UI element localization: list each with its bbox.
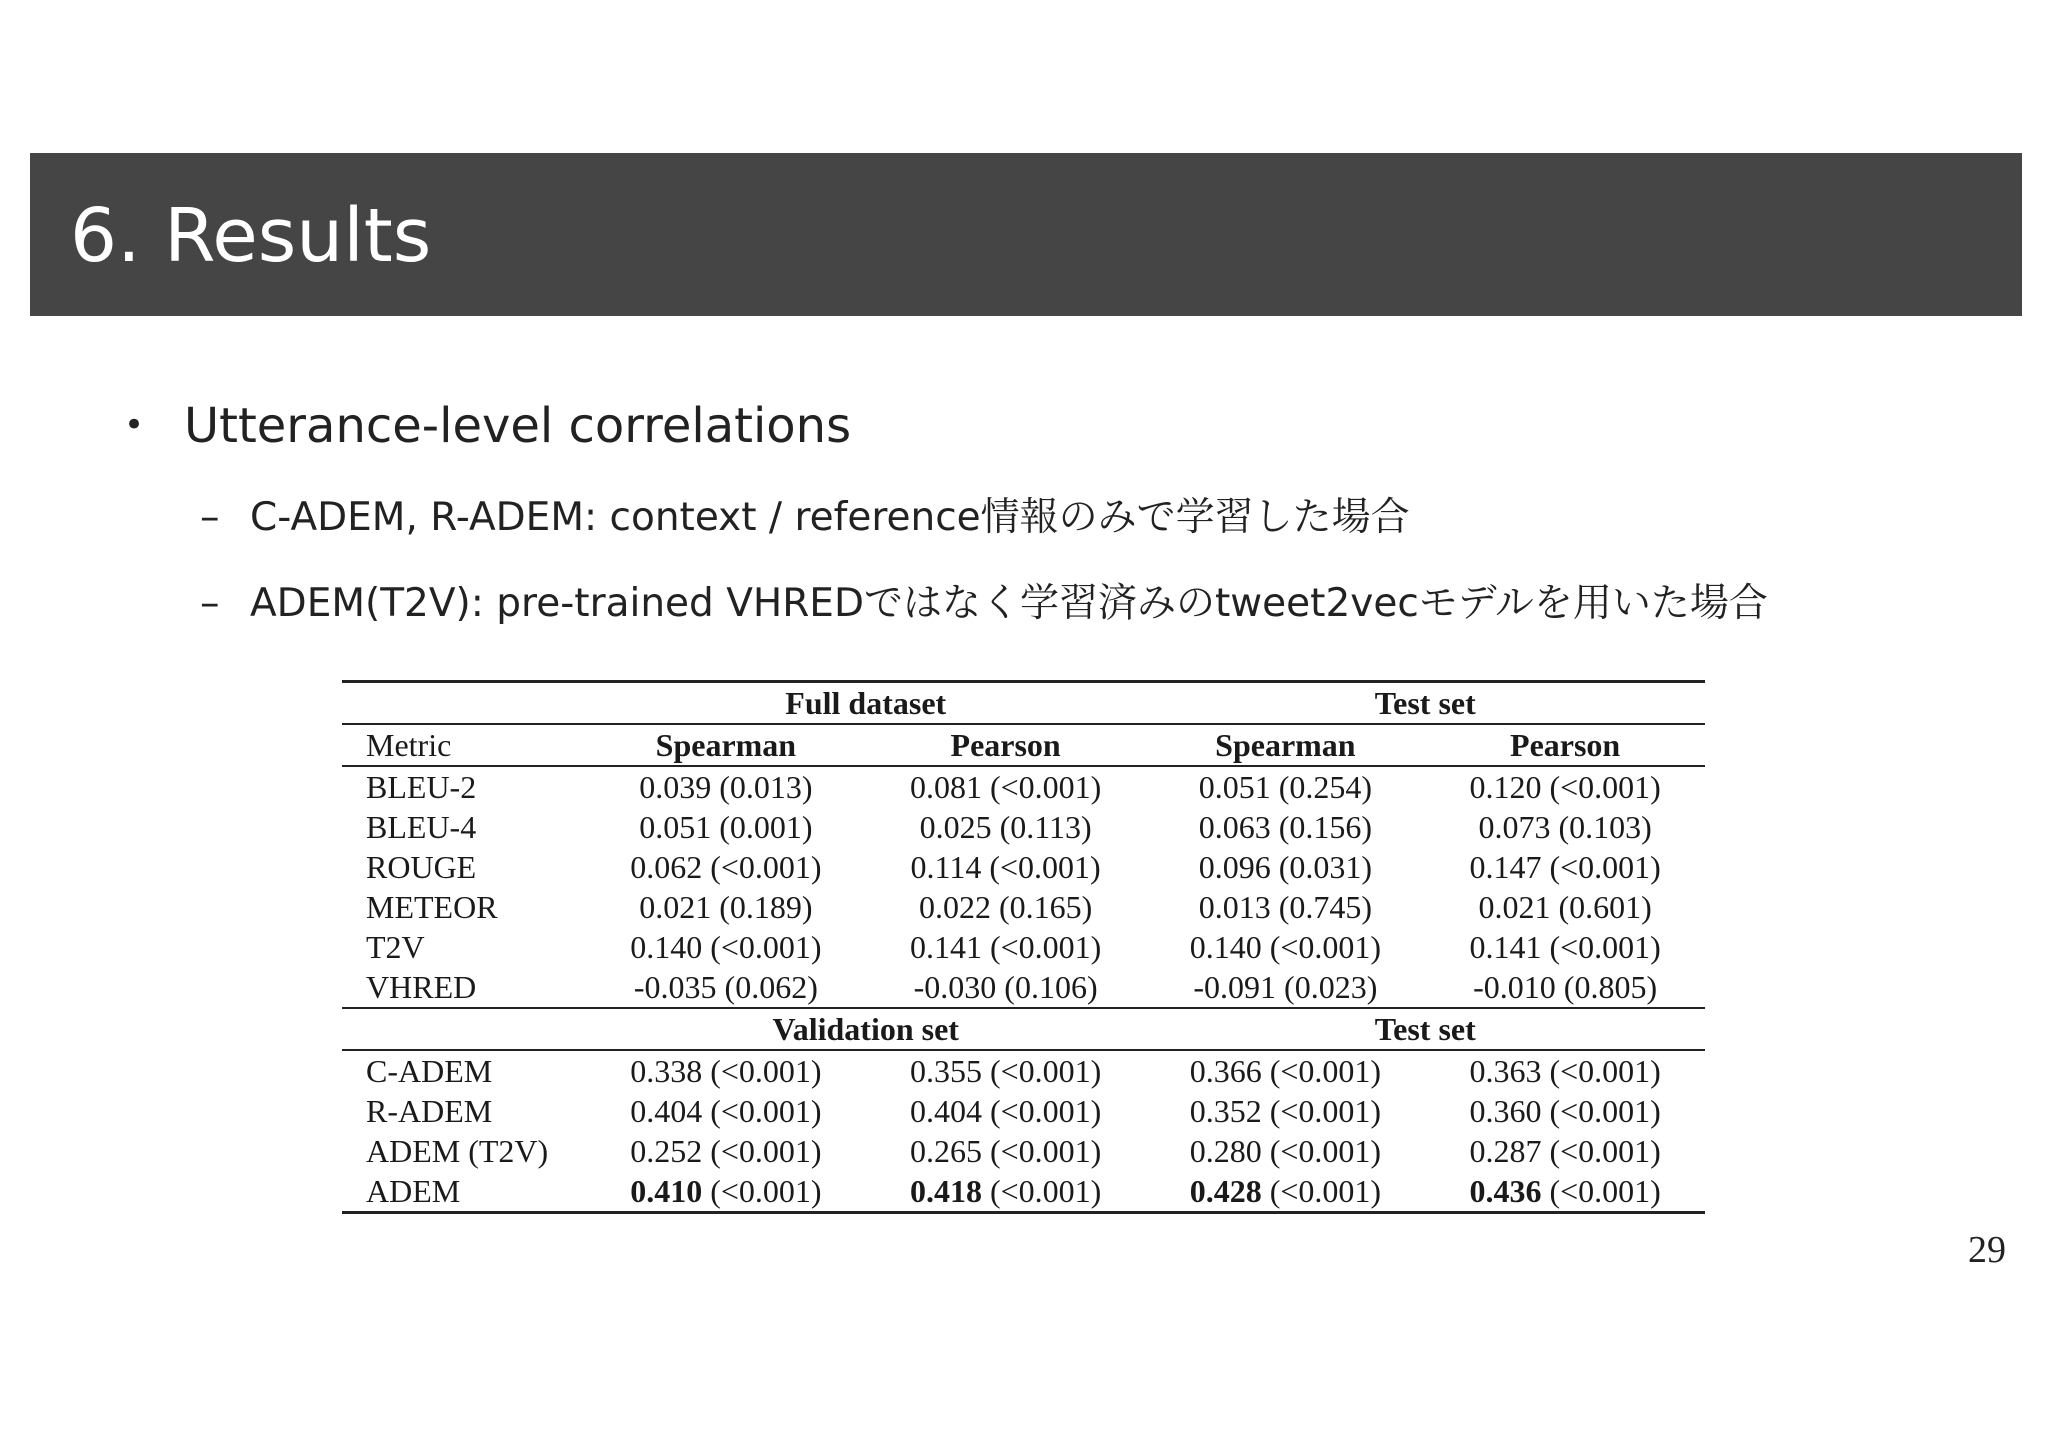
metric-header: Metric	[342, 724, 586, 766]
table-cell: 0.363 (<0.001)	[1425, 1050, 1705, 1091]
table-cell: 0.062 (<0.001)	[630, 849, 822, 885]
table-cell: 0.140 (<0.001)	[1189, 929, 1382, 965]
table-cell: 0.338 (<0.001)	[586, 1050, 866, 1091]
table-cell	[866, 1171, 1146, 1213]
table-cell: 0.404 (<0.001)	[630, 1093, 822, 1129]
table-cell: 0.252 (<0.001)	[630, 1133, 822, 1169]
metric-name: VHRED	[366, 969, 477, 1005]
best-value: 0.418	[909, 1173, 982, 1209]
metric-name: ADEM (T2V)	[366, 1133, 549, 1169]
table-cell	[586, 1171, 866, 1213]
table-row	[342, 807, 1705, 847]
table-cell: 0.360 (<0.001)	[1469, 1093, 1661, 1129]
metric-name: METEOR	[366, 889, 498, 925]
table-cell: 0.021 (0.601)	[1478, 889, 1652, 925]
sub-bullet-text: C-ADEM, R-ADEM: context / reference情報のみで学習した場合	[250, 495, 1410, 540]
group-header-row	[342, 682, 1705, 725]
table-cell	[1146, 1171, 1426, 1213]
col-header-pearson: Pearson	[866, 724, 1146, 766]
best-value: 0.436	[1469, 1173, 1542, 1209]
table-cell: 0.051 (0.001)	[639, 809, 813, 845]
best-value: 0.428	[1189, 1173, 1262, 1209]
table-cell: 0.120 (<0.001)	[1425, 766, 1705, 807]
group-header-test-set: Test set	[1146, 682, 1706, 725]
metric-name: BLEU-2	[342, 766, 586, 807]
table-cell: 0.081 (<0.001)	[866, 766, 1146, 807]
table-cell: 0.021 (0.189)	[639, 889, 813, 925]
table-cell: -0.091 (0.023)	[1193, 969, 1378, 1005]
bullet-utterance-level	[124, 396, 851, 455]
p-value: (<0.001)	[1269, 1173, 1382, 1209]
p-value: (<0.001)	[1549, 1173, 1661, 1209]
metric-name: T2V	[366, 929, 425, 965]
table-cell: 0.147 (<0.001)	[1469, 849, 1661, 885]
table-cell: 0.366 (<0.001)	[1146, 1050, 1426, 1091]
table-cell: 0.025 (0.113)	[919, 809, 1092, 845]
table-row	[342, 1050, 1705, 1091]
table-row	[342, 927, 1705, 967]
col-header-pearson: Pearson	[1425, 724, 1705, 766]
table-row	[342, 887, 1705, 927]
table-row	[342, 967, 1705, 1008]
table-cell: 0.013 (0.745)	[1198, 889, 1373, 925]
table-row	[342, 1131, 1705, 1171]
sub-bullet-cadem-radem	[200, 494, 1410, 542]
sub-dash: –	[200, 495, 220, 540]
title-bar	[30, 153, 2022, 316]
table-cell: 0.051 (0.254)	[1146, 766, 1426, 807]
page-number: 29	[1968, 1229, 2006, 1271]
metric-name: C-ADEM	[342, 1050, 586, 1091]
column-header-row	[342, 724, 1705, 766]
table-cell: 0.355 (<0.001)	[866, 1050, 1146, 1091]
results-table	[342, 680, 1705, 1214]
best-value: 0.410	[630, 1173, 703, 1209]
metric-name: ROUGE	[366, 849, 477, 885]
table-cell: 0.073 (0.103)	[1478, 809, 1652, 845]
bullet-text: Utterance-level correlations	[184, 398, 852, 454]
slide-title: 6. Results	[70, 193, 432, 279]
col-header-spearman: Spearman	[586, 724, 866, 766]
table-cell: 0.114 (<0.001)	[910, 849, 1101, 885]
table-row	[342, 1171, 1705, 1213]
table-cell: 0.141 (<0.001)	[1469, 929, 1661, 965]
table-cell: 0.404 (<0.001)	[909, 1093, 1102, 1129]
sub-dash: –	[200, 581, 220, 626]
table-cell: 0.140 (<0.001)	[630, 929, 822, 965]
table-row	[342, 766, 1705, 807]
table-cell: 0.280 (<0.001)	[1189, 1133, 1382, 1169]
table-row	[342, 1091, 1705, 1131]
table-cell: 0.022 (0.165)	[918, 889, 1093, 925]
table-cell: 0.039 (0.013)	[586, 766, 866, 807]
table-cell: 0.141 (<0.001)	[909, 929, 1102, 965]
table-cell: 0.352 (<0.001)	[1189, 1093, 1382, 1129]
metric-name: ADEM	[342, 1171, 586, 1213]
table-cell: -0.030 (0.106)	[913, 969, 1098, 1005]
p-value: (<0.001)	[710, 1173, 822, 1209]
metric-name: BLEU-4	[366, 809, 477, 845]
table-row	[342, 847, 1705, 887]
sub-bullet-adem-t2v	[200, 580, 1768, 628]
table-cell: 0.063 (0.156)	[1198, 809, 1373, 845]
group-header-validation-set: Validation set	[586, 1008, 1146, 1050]
table-cell: 0.096 (0.031)	[1198, 849, 1373, 885]
table-cell: 0.265 (<0.001)	[909, 1133, 1102, 1169]
table-cell: -0.010 (0.805)	[1473, 969, 1658, 1005]
metric-name: R-ADEM	[366, 1093, 493, 1129]
group-header-row	[342, 1008, 1705, 1050]
group-header-full-dataset: Full dataset	[586, 682, 1146, 725]
bullet-dot: •	[124, 405, 145, 445]
p-value: (<0.001)	[989, 1173, 1102, 1209]
col-header-spearman: Spearman	[1146, 724, 1426, 766]
table-cell: 0.287 (<0.001)	[1469, 1133, 1661, 1169]
sub-bullet-text: ADEM(T2V): pre-trained VHREDではなく学習済みのtweet2vecモデルを用いた場合	[250, 581, 1768, 626]
table-cell: -0.035 (0.062)	[633, 969, 818, 1005]
group-header-test-set: Test set	[1146, 1008, 1706, 1050]
table-cell	[1425, 1171, 1705, 1213]
